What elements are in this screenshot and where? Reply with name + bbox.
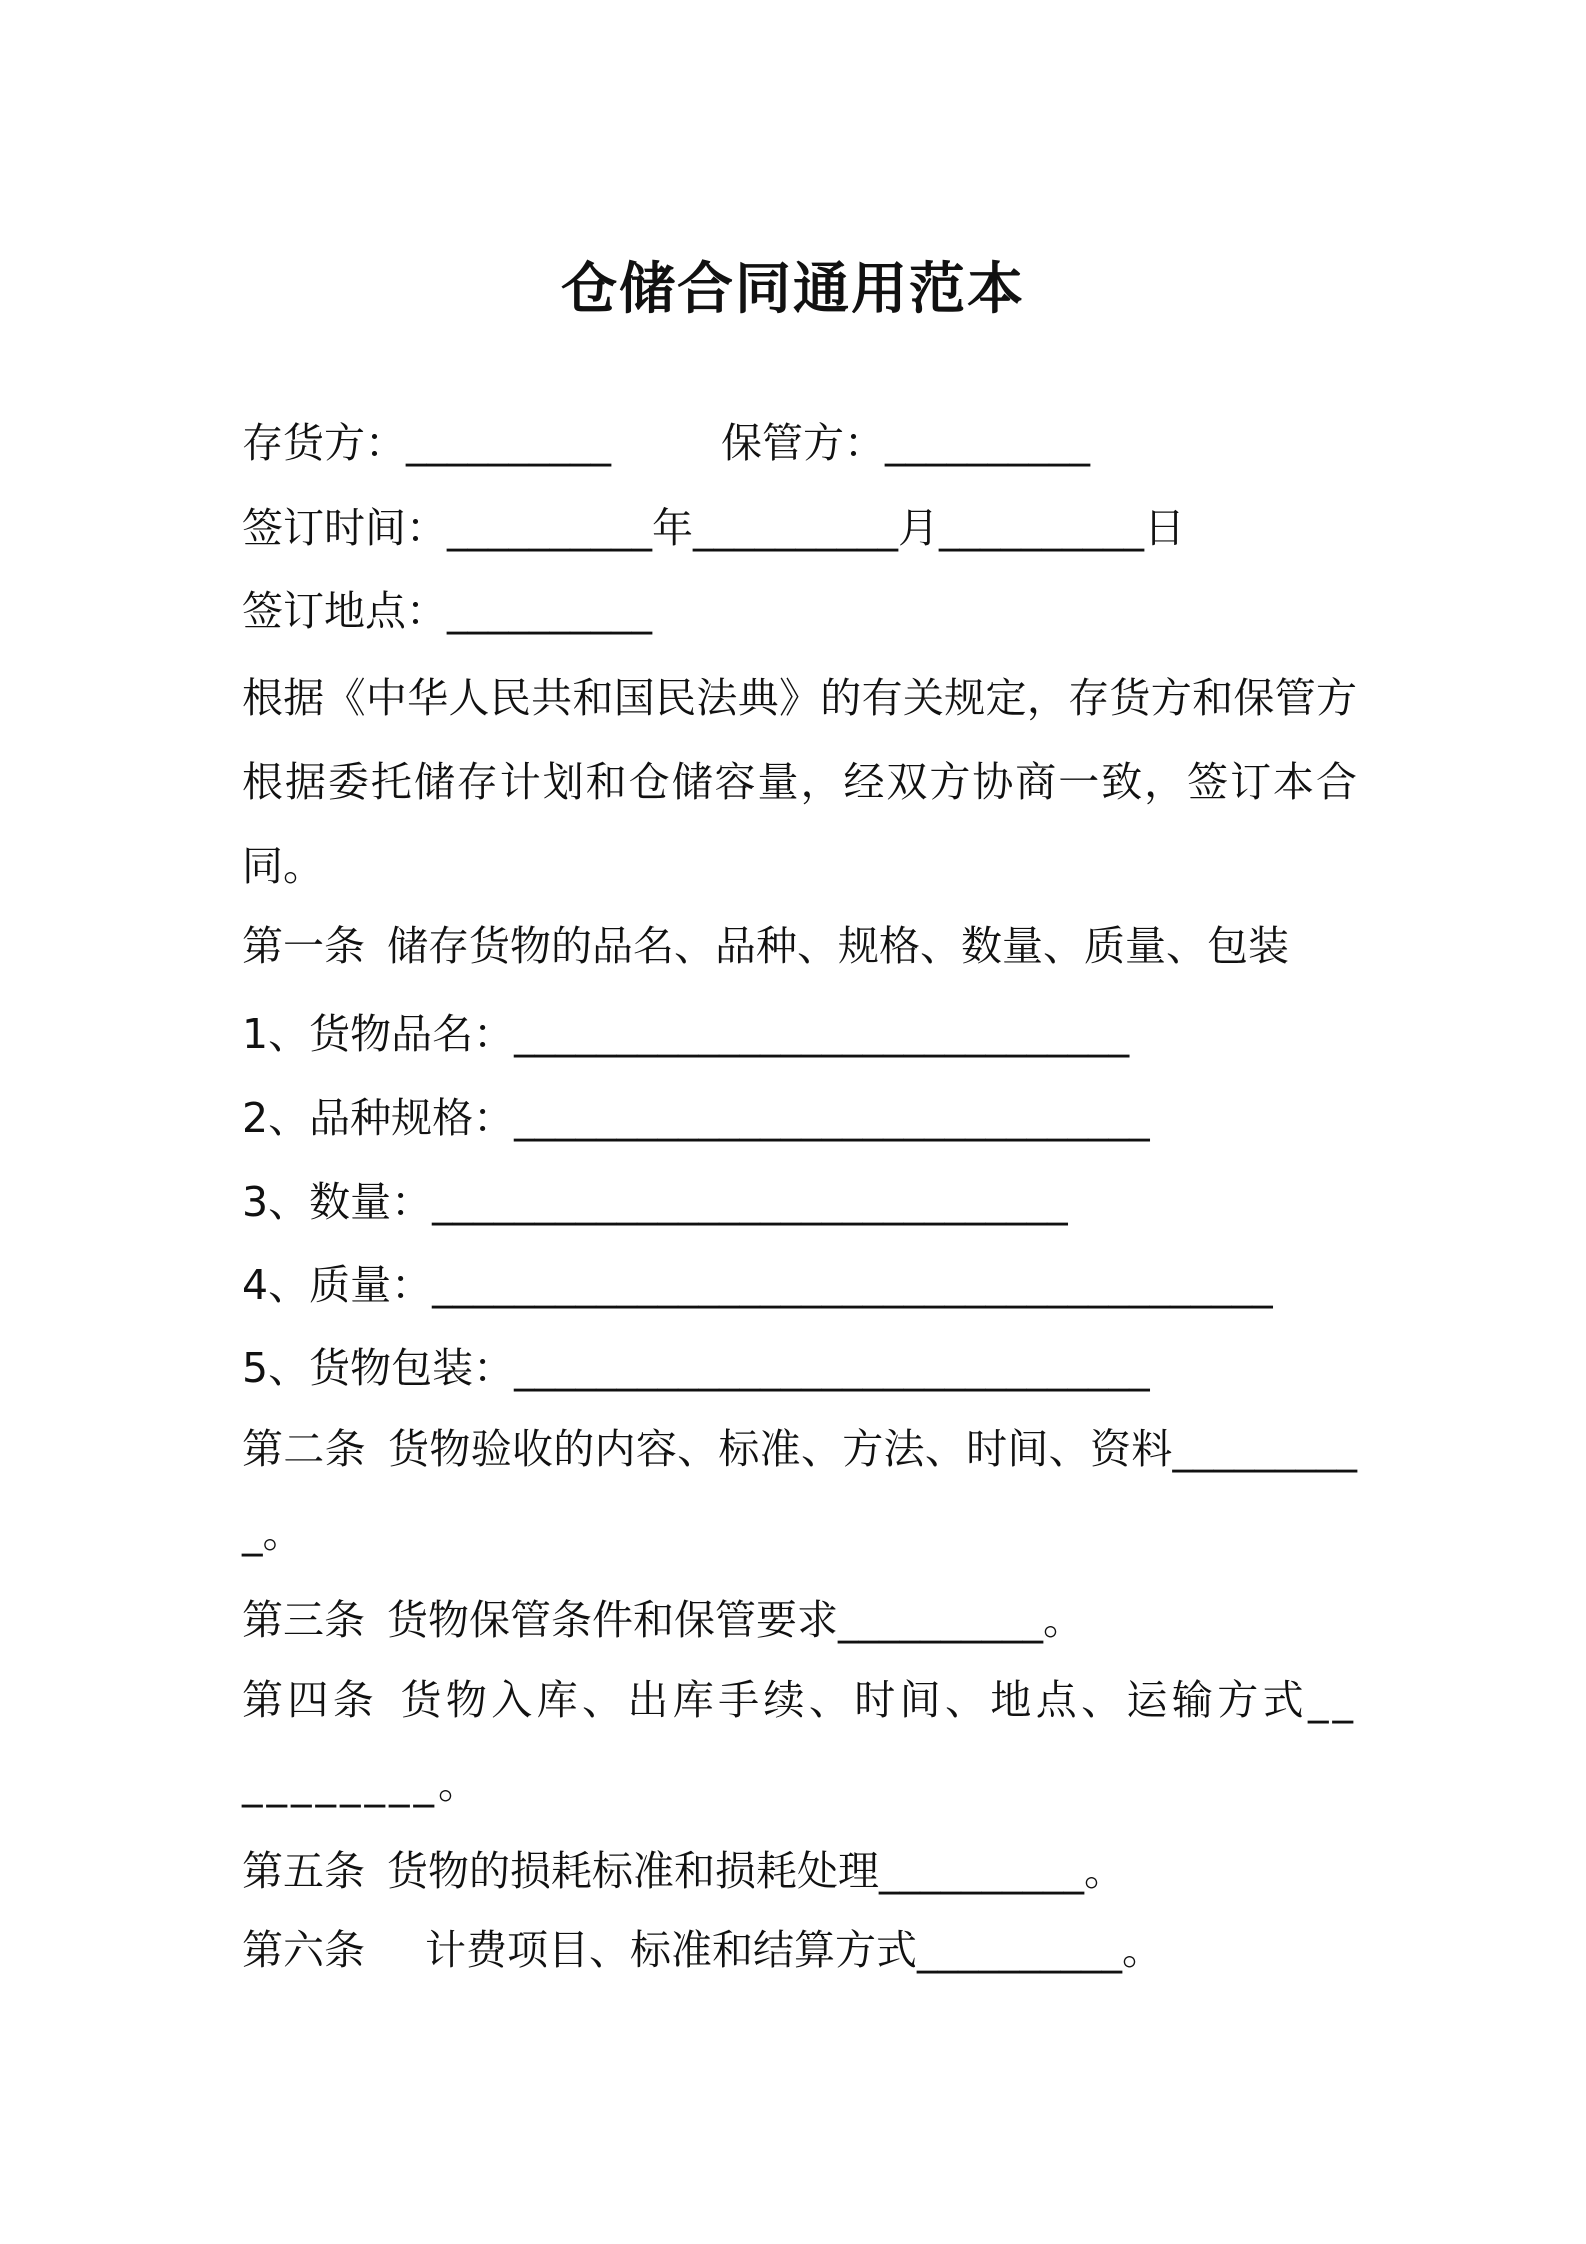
depositor-field: 存货方：__________ bbox=[242, 419, 611, 467]
article1-item-3: 3、数量：_______________________________ bbox=[242, 1178, 1068, 1226]
article1-item-4: 4、质量：_________________________________________ bbox=[242, 1261, 1273, 1309]
article1-item-1: 1、货物品名：______________________________ bbox=[242, 1010, 1130, 1058]
article5-number: 第五条 bbox=[242, 1847, 365, 1895]
article2-number: 第二条 bbox=[242, 1425, 366, 1473]
article4-paragraph bbox=[242, 1658, 1357, 1826]
article1-item-2: 2、品种规格：_______________________________ bbox=[242, 1094, 1150, 1142]
article2-paragraph bbox=[242, 1407, 1357, 1575]
article5-line bbox=[242, 1843, 1125, 1899]
sign-place-field: 签订地点：__________ bbox=[242, 587, 652, 635]
article4-text: 货物入库、出库手续、时间、地点、运输方式__________。 bbox=[242, 1676, 1357, 1808]
article1-number: 第一条 bbox=[242, 922, 365, 970]
article6-text: 计费项目、标准和结算方式__________。 bbox=[425, 1926, 1163, 1974]
article3-text: 货物保管条件和保管要求__________。 bbox=[387, 1596, 1084, 1644]
article4-number: 第四条 bbox=[242, 1676, 379, 1724]
article5-text: 货物的损耗标准和损耗处理__________。 bbox=[387, 1847, 1125, 1895]
article1-item-5: 5、货物包装：_______________________________ bbox=[242, 1344, 1150, 1392]
preamble-paragraph: 根据《中华人民共和国民法典》的有关规定，存货方和保管方根据委托储存计划和仓储容量，经双方协商一致，签订本合同。 bbox=[242, 674, 1357, 890]
article2-text: 货物验收的内容、标准、方法、时间、资料__________。 bbox=[242, 1425, 1358, 1557]
article6-line bbox=[242, 1922, 1163, 1978]
document-title: 仓储合同通用范本 bbox=[561, 257, 1025, 322]
parties-line bbox=[242, 415, 1090, 471]
article1-title: 储存货物的品名、品种、规格、数量、质量、包装 bbox=[387, 922, 1289, 970]
article3-line bbox=[242, 1592, 1084, 1648]
sign-date-field: 签订时间：__________年__________月__________日 bbox=[242, 504, 1185, 552]
article6-number: 第六条 bbox=[242, 1926, 365, 1974]
article1-heading-line bbox=[242, 918, 1289, 974]
keeper-field: 保管方：__________ bbox=[721, 419, 1090, 467]
article3-number: 第三条 bbox=[242, 1596, 365, 1644]
